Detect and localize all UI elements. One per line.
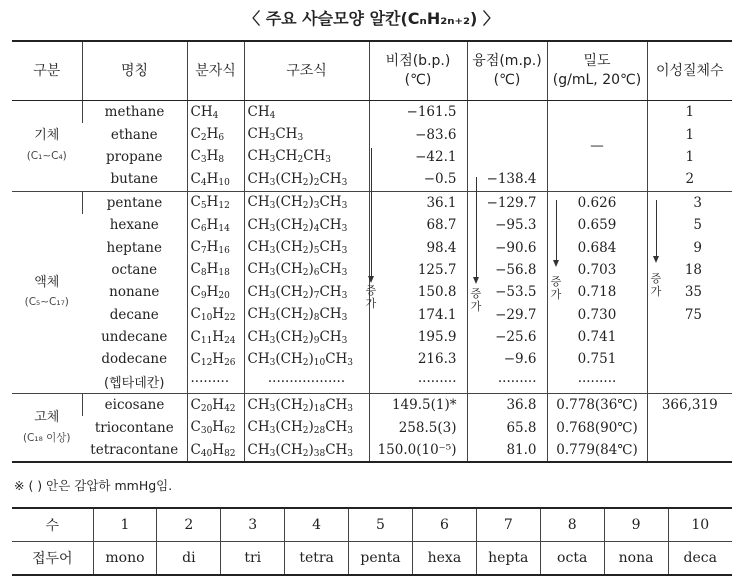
row-formula: $CH_4$ [187, 101, 244, 124]
header-mp [467, 41, 547, 101]
group-liquid-range: (C₅∼C₁₇) [24, 296, 69, 309]
row-isomers [647, 416, 732, 438]
row-bp: 98.4 [369, 236, 467, 258]
prefix-word: mono [93, 542, 157, 576]
row-density: 0.684 [547, 236, 647, 258]
header-bp [369, 41, 467, 101]
row-name: pentane [82, 191, 187, 214]
row-structure: $CH_3(CH_2)_{38}CH_3$ [244, 439, 369, 462]
row-isomers: 3 [647, 191, 732, 214]
group-solid-label: 고체 [34, 410, 60, 426]
group-solid-range: (C₁₈ 이상) [22, 431, 71, 444]
row-name: nonane [109, 284, 160, 301]
prefix-number: 6 [412, 508, 476, 542]
row-name: hexane [109, 217, 159, 234]
row-formula: $C_5H_{12}$ [187, 191, 244, 214]
prefix-word: penta [349, 542, 413, 576]
table-row [12, 101, 732, 124]
prefix-word: tetra [285, 542, 349, 576]
table-row [12, 236, 732, 258]
row-name: tetracontane [90, 442, 179, 459]
row-mp: 81.0 [467, 439, 547, 462]
prefix-number: 8 [540, 508, 604, 542]
row-formula: $C_2H_6$ [187, 123, 244, 145]
row-density: 0.741 [547, 326, 647, 348]
row-density: 0.730 [547, 304, 647, 326]
prefix-number-label: 수 [12, 508, 93, 542]
row-formula: $C_4H_{10}$ [187, 168, 244, 191]
row-isomers [647, 348, 732, 370]
prefix-number: 3 [221, 508, 285, 542]
row-formula: $C_8H_{18}$ [187, 259, 244, 281]
group-gas-label: 기체 [34, 128, 60, 144]
prefix-word: di [157, 542, 221, 576]
row-name: dodecane [101, 351, 168, 368]
row-formula: $C_{10}H_{22}$ [187, 304, 244, 326]
group-gas-range: (C₁∼C₄) [26, 149, 67, 162]
header-mp-label: 융점(m.p.) [472, 53, 542, 70]
group-liquid [12, 191, 82, 394]
prefix-number: 2 [157, 508, 221, 542]
row-isomers: 2 [647, 168, 732, 191]
row-name: ethane [110, 126, 158, 143]
row-formula: $C_{20}H_{42}$ [187, 394, 244, 417]
table-row [12, 326, 732, 348]
row-name: heptane [106, 239, 162, 256]
row-bp: −42.1 [369, 146, 467, 168]
row-isomers: 9 [647, 236, 732, 258]
row-density: 0.703 [547, 259, 647, 281]
row-name: (헵타데칸) [104, 376, 165, 392]
row-structure: $CH_3CH_3$ [244, 123, 369, 145]
row-structure: $CH_3CH_2CH_3$ [244, 146, 369, 168]
row-formula: $C_3H_8$ [187, 146, 244, 168]
row-mp: −90.6 [467, 236, 547, 258]
alkane-table [12, 40, 732, 463]
row-structure: $CH_3(CH_2)_4CH_3$ [244, 214, 369, 236]
row-isomers: 366,319 [647, 394, 732, 417]
prefix-word: hepta [476, 542, 540, 576]
row-structure: $CH_3(CH_2)_{18}CH_3$ [244, 394, 369, 417]
header-density-unit: (g/mL, 20℃) [552, 72, 642, 88]
row-bp: 174.1 [369, 304, 467, 326]
row-isomers: 18 [647, 259, 732, 281]
row-density: 0.768(90℃) [547, 416, 647, 438]
row-structure: $CH_3(CH_2)_6CH_3$ [244, 259, 369, 281]
row-bp: 36.1 [369, 191, 467, 214]
row-formula: $C_{11}H_{24}$ [187, 326, 244, 348]
row-mp [467, 123, 547, 145]
row-density-gas: — [547, 101, 647, 192]
row-structure: $CH_3(CH_2)_8CH_3$ [244, 304, 369, 326]
row-mp: −129.7 [467, 191, 547, 214]
row-name: undecane [101, 329, 168, 346]
bp-increase-label: 증가 [365, 284, 377, 310]
row-name: methane [82, 101, 187, 124]
header-bp-unit: (℃) [404, 72, 432, 88]
row-name: decane [109, 306, 159, 323]
row-structure: $CH_3(CH_2)_{10}CH_3$ [244, 348, 369, 370]
group-solid [12, 394, 82, 463]
row-bp: 125.7 [369, 259, 467, 281]
prefix-word: octa [540, 542, 604, 576]
row-structure: ·················· [244, 371, 369, 394]
row-density: 0.778(36℃) [547, 394, 647, 417]
row-mp: −56.8 [467, 259, 547, 281]
row-bp: 149.5(1)* [369, 394, 467, 417]
row-density: 0.626 [547, 191, 647, 214]
row-structure: $CH_3(CH_2)_2CH_3$ [244, 168, 369, 191]
group-liquid-label: 액체 [34, 274, 60, 290]
row-density: 0.751 [547, 348, 647, 370]
row-mp: −25.6 [467, 326, 547, 348]
row-density: 0.779(84℃) [547, 439, 647, 462]
footnote: ※ ( ) 안은 감압하 mmHg임. [14, 478, 173, 493]
row-formula: $C_9H_{20}$ [187, 281, 244, 303]
row-bp: −161.5 [369, 101, 467, 124]
header-density [547, 41, 647, 101]
row-isomers: 5 [647, 214, 732, 236]
row-name: propane [105, 148, 163, 165]
row-mp [467, 146, 547, 168]
row-mp: −29.7 [467, 304, 547, 326]
row-formula: $C_6H_{14}$ [187, 214, 244, 236]
header-bp-label: 비점(b.p.) [385, 53, 451, 70]
row-isomers: 1 [647, 123, 732, 145]
header-isomers: 이성질체수 [647, 41, 732, 101]
row-bp: 150.8 [369, 281, 467, 303]
row-isomers: 1 [647, 101, 732, 124]
prefix-number: 4 [285, 508, 349, 542]
header-row [12, 41, 732, 101]
prefix-word-row [12, 542, 732, 576]
row-bp: 258.5(3) [369, 416, 467, 438]
row-formula: $C_{12}H_{26}$ [187, 348, 244, 370]
row-mp: ········· [467, 371, 547, 394]
table-row [12, 416, 732, 438]
density-increase-label: 증가 [550, 275, 562, 301]
row-bp: −83.6 [369, 123, 467, 145]
row-structure: $CH_3(CH_2)_3CH_3$ [244, 191, 369, 214]
prefix-word: hexa [412, 542, 476, 576]
row-bp: 216.3 [369, 348, 467, 370]
prefix-number: 10 [668, 508, 732, 542]
row-formula: $C_{30}H_{62}$ [187, 416, 244, 438]
isomers-increase-label: 증가 [650, 272, 662, 298]
row-structure: $CH_4$ [244, 101, 369, 124]
table-row [12, 394, 732, 417]
prefix-word: nona [604, 542, 668, 576]
prefix-word: deca [668, 542, 732, 576]
header-density-label: 밀도 [583, 53, 611, 70]
table-row [12, 348, 732, 370]
header-name: 명칭 [82, 41, 187, 101]
row-name: butane [110, 171, 158, 188]
prefix-word: tri [221, 542, 285, 576]
header-mp-unit: (℃) [493, 72, 521, 88]
header-group: 구분 [12, 41, 82, 101]
row-name: triocontane [94, 419, 174, 436]
row-formula: $C_7H_{16}$ [187, 236, 244, 258]
row-isomers [647, 439, 732, 462]
row-structure: $CH_3(CH_2)_9CH_3$ [244, 326, 369, 348]
prefix-number: 5 [349, 508, 413, 542]
group-gas [12, 101, 82, 192]
row-structure: $CH_3(CH_2)_5CH_3$ [244, 236, 369, 258]
prefix-number-row [12, 508, 732, 542]
row-isomers: 75 [647, 304, 732, 326]
header-structure: 구조식 [244, 41, 369, 101]
row-density: 0.659 [547, 214, 647, 236]
table-row [12, 214, 732, 236]
row-bp: 150.0(10⁻⁵) [369, 439, 467, 462]
row-formula: $C_{40}H_{82}$ [187, 439, 244, 462]
row-bp: ········· [369, 371, 467, 394]
row-formula: ········· [187, 371, 244, 394]
prefix-number: 7 [476, 508, 540, 542]
prefix-table [12, 507, 732, 576]
header-formula: 분자식 [187, 41, 244, 101]
prefix-word-label: 접두어 [31, 551, 73, 567]
row-mp [467, 101, 547, 124]
row-mp: −9.6 [467, 348, 547, 370]
row-name: eicosane [82, 394, 187, 417]
row-mp: 65.8 [467, 416, 547, 438]
mp-increase-label: 증가 [470, 287, 482, 313]
row-isomers [647, 371, 732, 394]
row-isomers [647, 326, 732, 348]
row-density: 0.718 [547, 281, 647, 303]
table-row [12, 439, 732, 462]
row-density: ········· [547, 371, 647, 394]
row-mp: −95.3 [467, 214, 547, 236]
row-isomers: 1 [647, 146, 732, 168]
row-mp: −138.4 [467, 168, 547, 191]
row-bp: 195.9 [369, 326, 467, 348]
row-bp: −0.5 [369, 168, 467, 191]
row-name: octane [111, 261, 158, 278]
prefix-number: 9 [604, 508, 668, 542]
table-row [12, 371, 732, 394]
prefix-number: 1 [93, 508, 157, 542]
row-structure: $CH_3(CH_2)_7CH_3$ [244, 281, 369, 303]
table-title: 〈 주요 사슬모양 알칸(CₙH₂ₙ₊₂) 〉 [244, 9, 499, 28]
row-bp: 68.7 [369, 214, 467, 236]
row-mp: 36.8 [467, 394, 547, 417]
row-mp: −53.5 [467, 281, 547, 303]
table-row [12, 191, 732, 214]
row-structure: $CH_3(CH_2)_{28}CH_3$ [244, 416, 369, 438]
row-isomers: 35 [647, 281, 732, 303]
